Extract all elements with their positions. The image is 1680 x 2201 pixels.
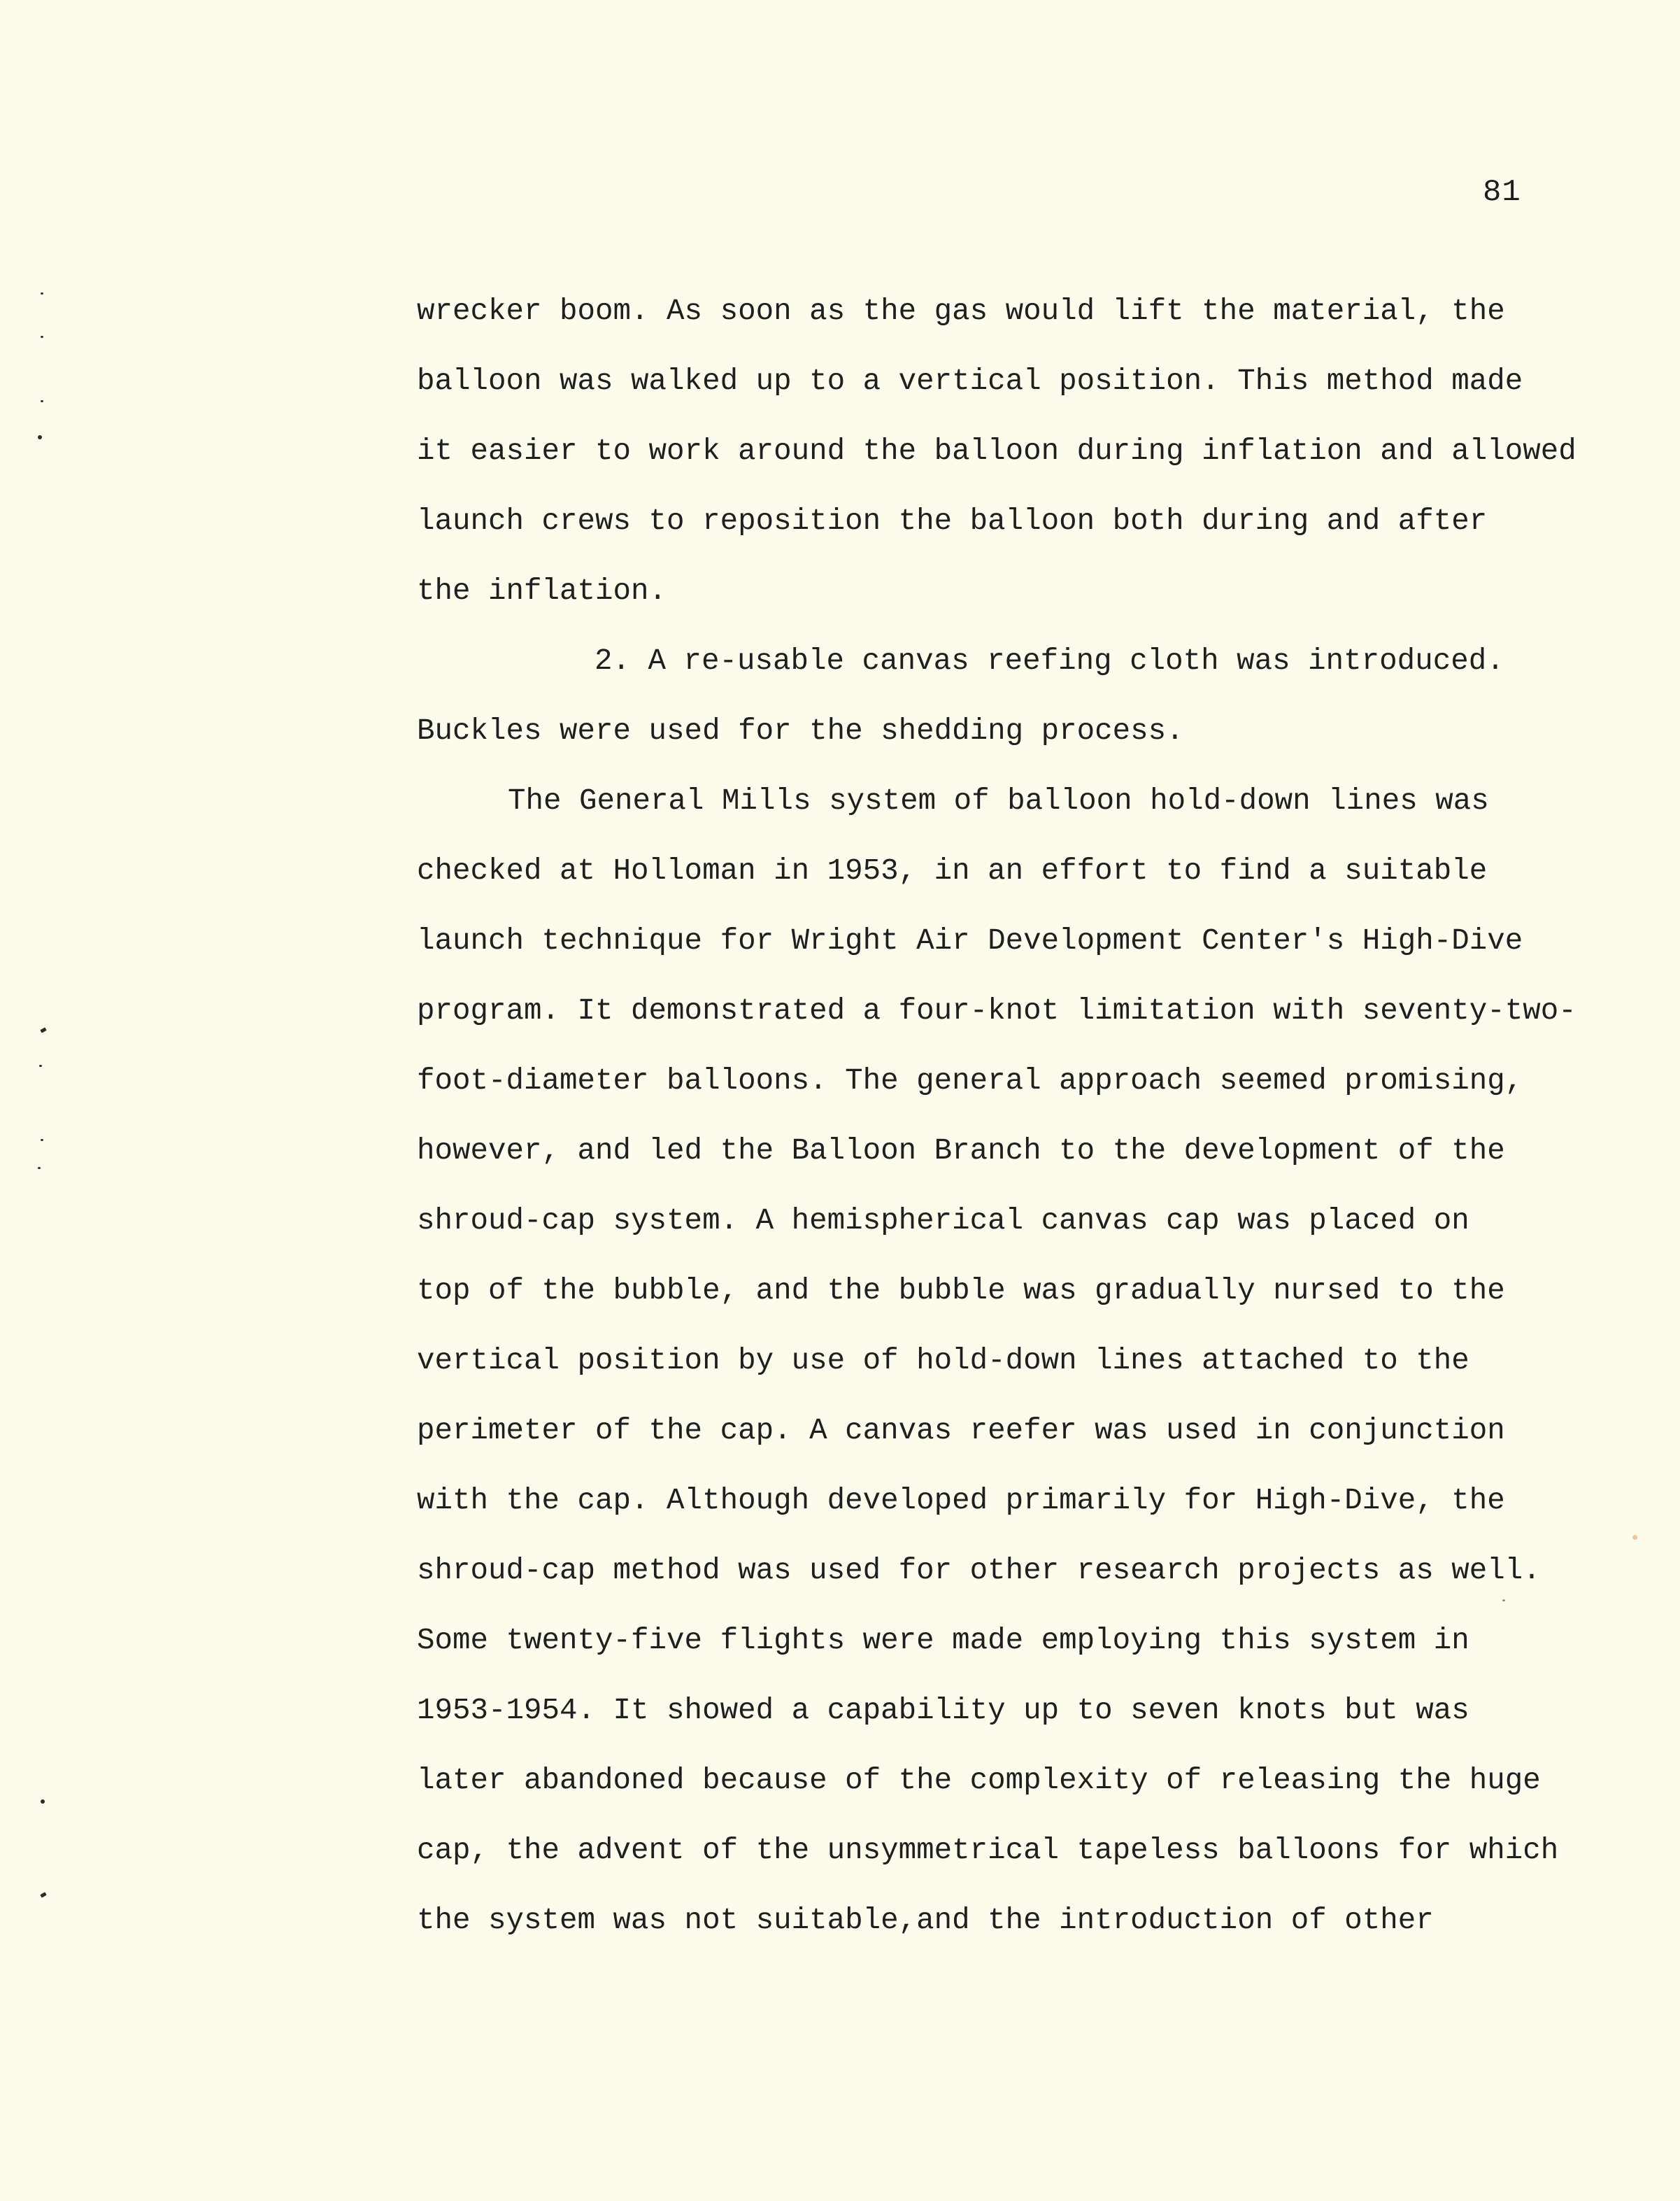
text-line: shroud-cap method was used for other research projects as well. (417, 1554, 1541, 1587)
scan-mark (38, 1167, 41, 1169)
text-line: cap, the advent of the unsymmetrical tapeless balloons for which (417, 1834, 1559, 1867)
scan-mark (41, 1799, 45, 1804)
text-line: shroud-cap system. A hemispherical canvas cap was placed on (417, 1204, 1469, 1238)
text-line: perimeter of the cap. A canvas reefer was used in conjunction (417, 1414, 1505, 1448)
text-line: later abandoned because of the complexity of releasing the huge (417, 1764, 1541, 1797)
body-text (417, 276, 1606, 1955)
scan-mark (40, 1892, 46, 1897)
text-line: program. It demonstrated a four-knot limitation with seventy-two- (417, 994, 1576, 1028)
text-line: 1953-1954. It showed a capability up to seven knots but was (417, 1694, 1469, 1727)
scan-mark (41, 400, 43, 402)
text-line: wrecker boom. As soon as the gas would lift the material, the (417, 295, 1505, 328)
text-line: balloon was walked up to a vertical position. This method made (417, 365, 1523, 398)
text-line: vertical position by use of hold-down lines attached to the (417, 1344, 1469, 1378)
scan-mark (41, 1139, 43, 1141)
text-line: launch crews to reposition the balloon both during and after (417, 504, 1488, 538)
text-line: Buckles were used for the shedding process. (417, 714, 1184, 748)
text-line: the system was not suitable,and the introduction of other (417, 1904, 1434, 1937)
text-line: Some twenty-five flights were made employing this system in (417, 1624, 1469, 1657)
text-line: foot-diameter balloons. The general approach seemed promising, (417, 1064, 1523, 1098)
numbered-item-line: 2. A re-usable canvas reefing cloth was introduced. (595, 644, 1504, 678)
scan-mark (41, 336, 43, 338)
scan-mark (39, 1065, 42, 1067)
text-line: however, and led the Balloon Branch to the development of the (417, 1134, 1505, 1168)
text-line: top of the bubble, and the bubble was gradually nursed to the (417, 1274, 1505, 1308)
scan-mark (1502, 1599, 1505, 1601)
scan-mark (38, 435, 42, 439)
text-line: checked at Holloman in 1953, in an effort to find a suitable (417, 854, 1488, 888)
text-line: the inflation. (417, 574, 667, 608)
page-number: 81 (1483, 175, 1521, 210)
text-line: it easier to work around the balloon during inflation and allowed (417, 434, 1576, 468)
scan-mark (41, 292, 43, 295)
scan-mark (40, 1027, 46, 1033)
paper-smudge (1632, 1535, 1637, 1540)
paragraph-start-line: The General Mills system of balloon hold-down lines was (508, 784, 1489, 818)
text-line: launch technique for Wright Air Development Center's High-Dive (417, 924, 1523, 958)
text-line: with the cap. Although developed primarily for High-Dive, the (417, 1484, 1505, 1517)
